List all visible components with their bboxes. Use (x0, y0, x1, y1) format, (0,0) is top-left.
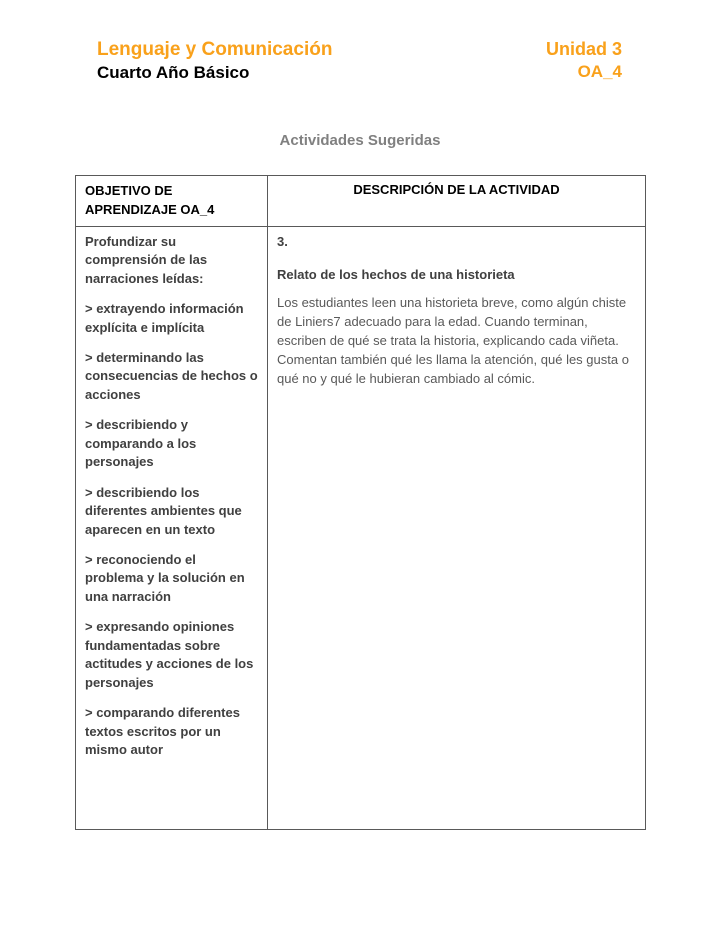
activity-body: Los estudiantes leen una historieta breve, como algún chiste de Liniers7 adecuado para la edad. Cuando terminan, escriben de qué se trata la historia, explicando cada viñeta. Comentan también qué les llama la atención, qué les gusta o qué no y qué le hubieran cambiado al cómic. (277, 295, 629, 386)
table-body-row (76, 226, 646, 829)
grade-subtitle: Cuarto Año Básico (97, 62, 250, 82)
page-title: Actividades Sugeridas (279, 132, 441, 150)
activity-title: Relato de los hechos de una historieta (277, 266, 515, 282)
objetivo-item: > extrayendo información explícita e implícita (85, 301, 244, 335)
header-left-block (97, 38, 332, 84)
header-right-block (546, 38, 622, 84)
activity-number: 3. (277, 233, 288, 249)
table-header-row (76, 176, 646, 227)
objetivo-item: > comparando diferentes textos escritos por un mismo autor (85, 705, 240, 758)
descripcion-cell (268, 226, 646, 829)
objetivo-item: > describiendo los diferentes ambientes que aparecen en un texto (85, 484, 242, 537)
objetivo-cell (76, 226, 268, 829)
unit-label: Unidad 3 (545, 39, 622, 59)
oa-label: OA_4 (577, 62, 622, 82)
column-header-descripcion: DESCRIPCIÓN DE LA ACTIVIDAD (268, 176, 646, 227)
objetivo-intro: Profundizar su comprensión de las narraciones leídas: (85, 233, 208, 286)
objetivo-item: > determinando las consecuencias de hechos o acciones (85, 349, 258, 402)
document-header (0, 0, 720, 84)
activities-table (75, 175, 646, 830)
objetivo-item: > expresando opiniones fundamentadas sobre actitudes y acciones de los personajes (85, 619, 254, 690)
objetivo-item: > reconociendo el problema y la solución en una narración (85, 552, 245, 604)
objetivo-item: > describiendo y comparando a los personajes (85, 417, 197, 470)
column-header-objetivo: OBJETIVO DE APRENDIZAJE OA_4 (76, 176, 268, 227)
subject-title: Lenguaje y Comunicación (97, 39, 333, 60)
